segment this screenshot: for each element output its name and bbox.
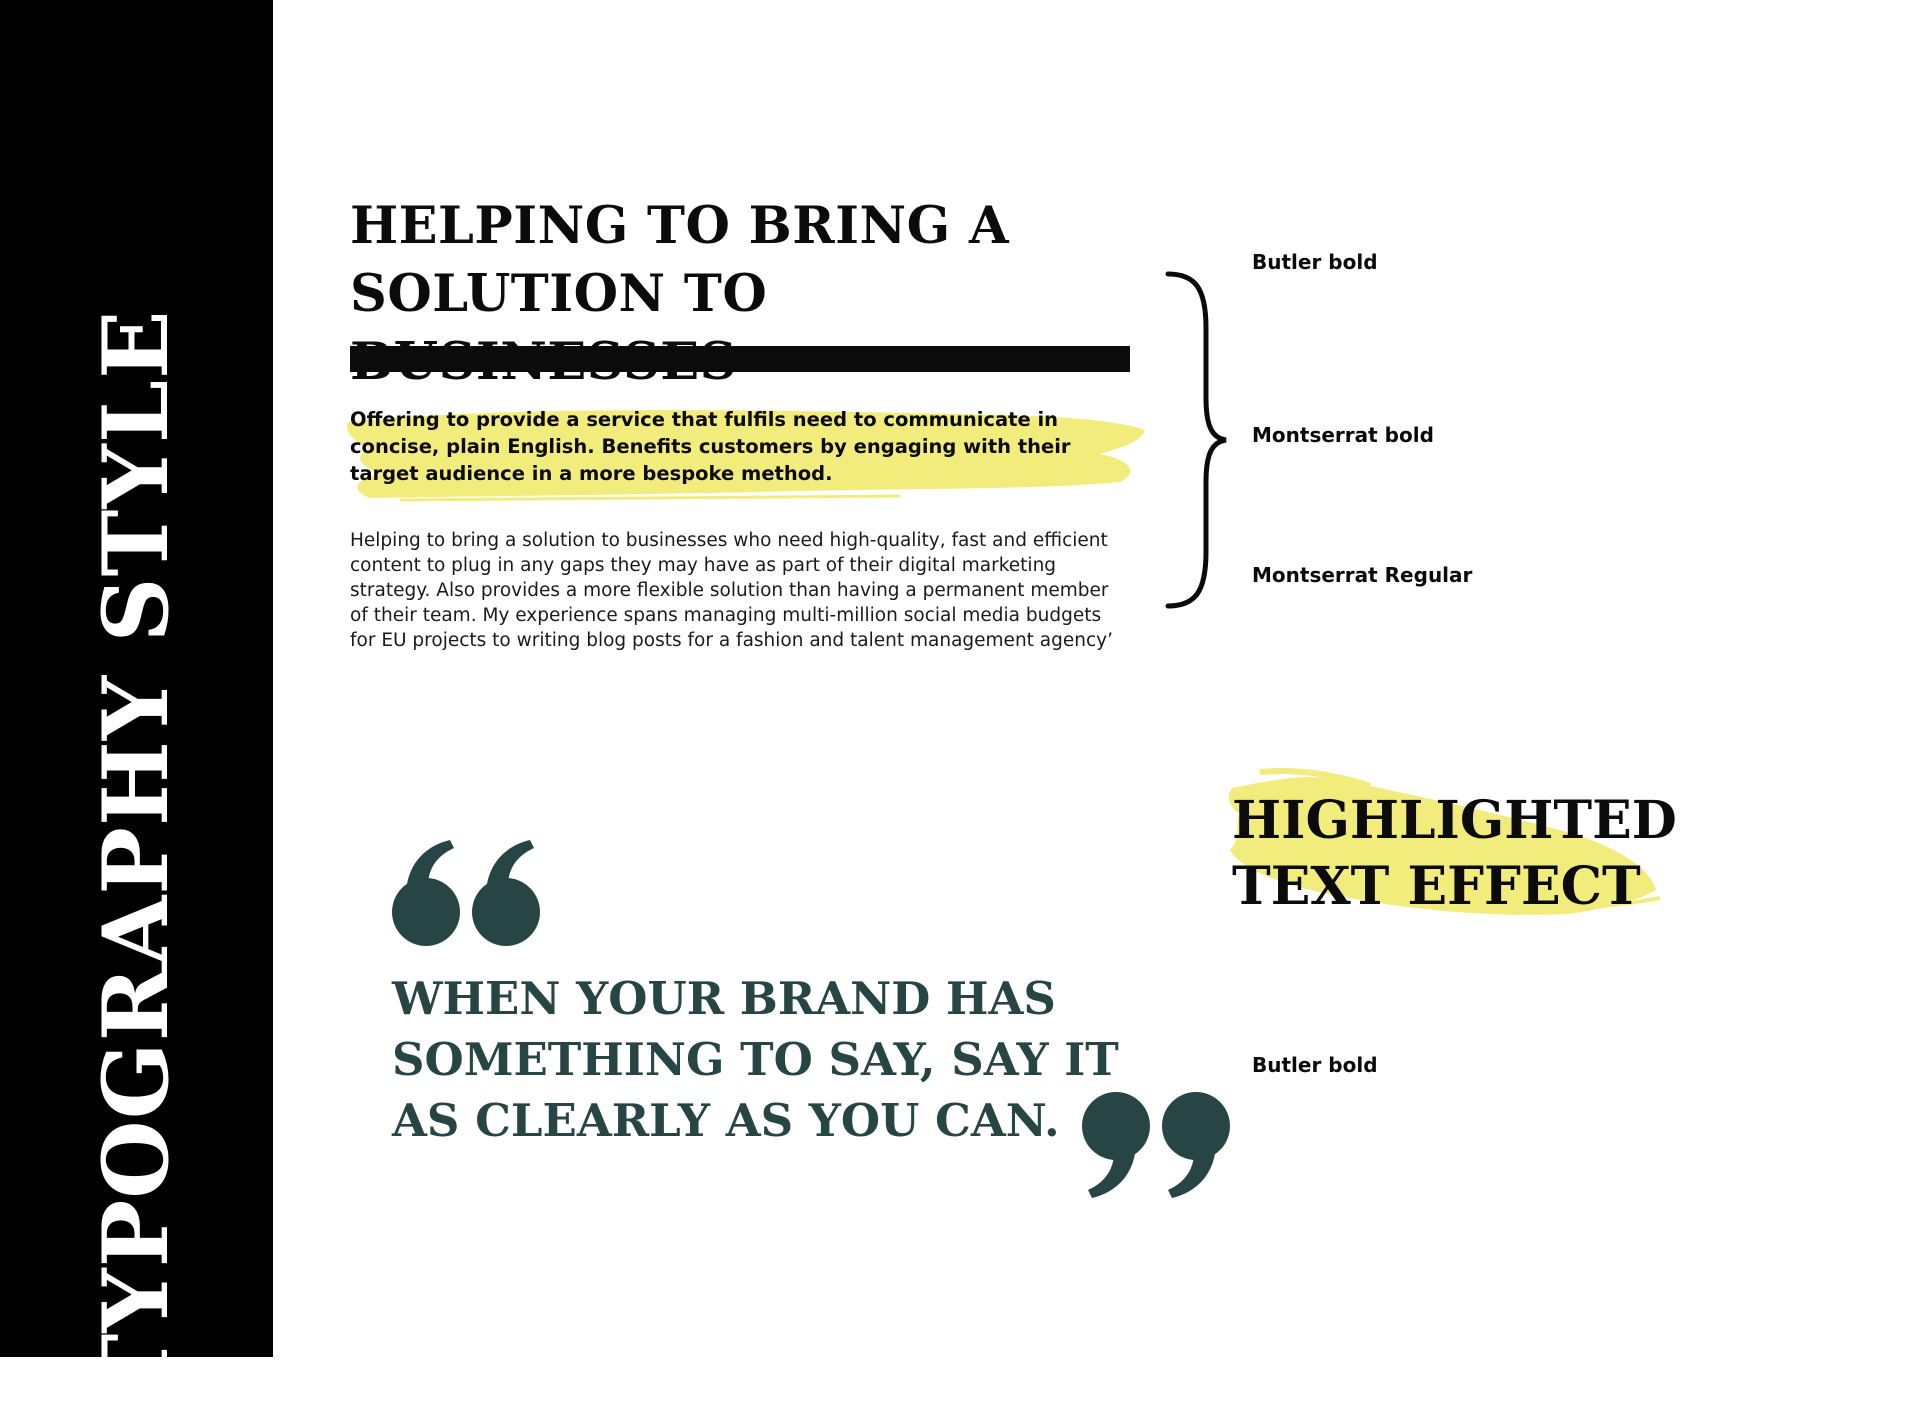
font-label-lead: Montserrat bold	[1252, 423, 1434, 447]
highlighted-title	[1232, 788, 1677, 920]
font-label-body: Montserrat Regular	[1252, 563, 1473, 587]
body-paragraph: Helping to bring a solution to businesses who need high-quality, fast and efficient content to plug in any gaps they may have as part of their digital marketing strategy. Also provides a more flexible solution than having a permanent member of their team. My experience spans managing multi-million social media budgets for EU projects to writing blog posts for a fashion and talent management agency’	[350, 530, 1113, 651]
lead-paragraph: Offering to provide a service that fulfils need to communicate in concise, plain English. Benefits customers by engaging with their target audience in a more bespoke method.	[350, 408, 1071, 485]
highlighted-title-line1: HIGHLIGHTED	[1232, 790, 1677, 851]
font-label-quote: Butler bold	[1252, 1053, 1378, 1077]
left-double-quote-icon	[392, 840, 542, 950]
font-label-headline: Butler bold	[1252, 250, 1378, 274]
highlighted-title-line2: TEXT EFFECT	[1232, 856, 1641, 917]
highlighted-text-sample	[1220, 758, 1677, 938]
sidebar-title: TYPOGRAPHY STYLE	[83, 309, 189, 1401]
sidebar	[0, 0, 273, 1401]
right-curly-brace-icon	[1160, 268, 1230, 613]
lead-highlight-block	[340, 400, 1150, 505]
right-double-quote-icon	[1080, 1090, 1230, 1200]
headline-underline-bar	[350, 346, 1130, 372]
quote-text: WHEN YOUR BRAND HAS SOMETHING TO SAY, SAY IT AS CLEARLY AS YOU CAN.	[392, 972, 1119, 1147]
headline: HELPING TO BRING A SOLUTION TO	[350, 196, 1010, 324]
